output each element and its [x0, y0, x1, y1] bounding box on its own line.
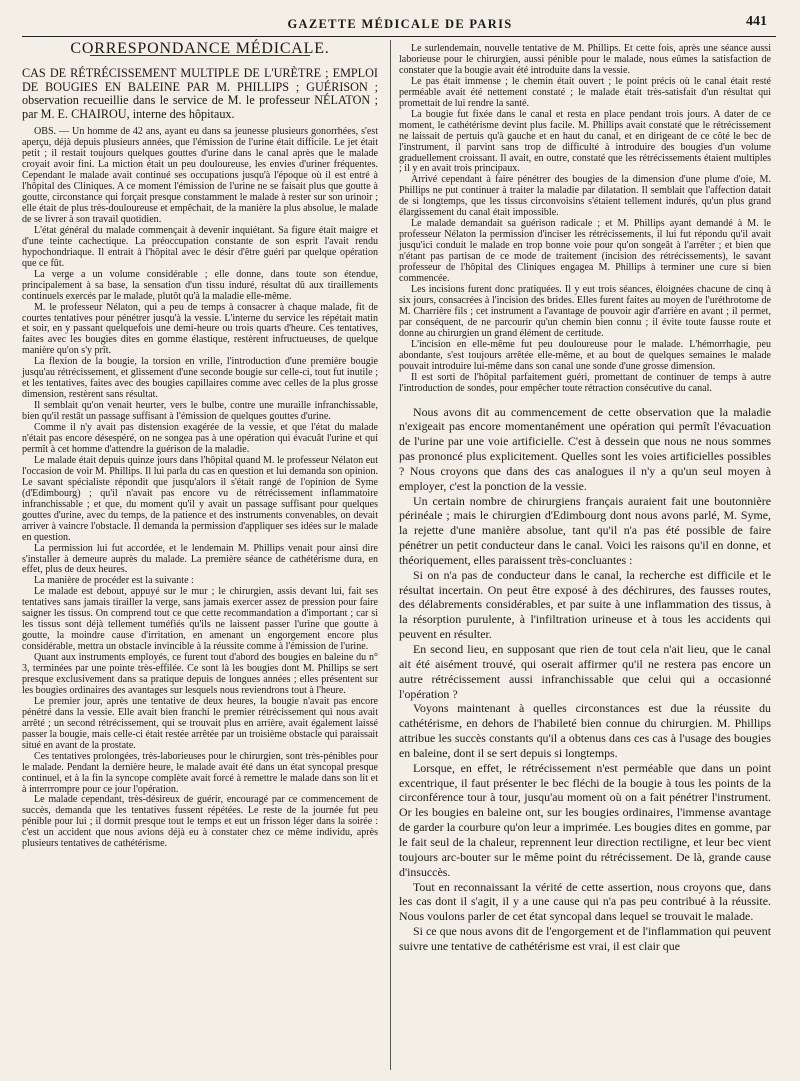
section-title: CORRESPONDANCE MÉDICALE.	[70, 40, 330, 57]
paragraph: Le malade était depuis quinze jours dans l'hôpital quand M. le professeur Nélaton eut l'occasion de voir M. Phillips. Il lui parla du cas en question et lui demanda son opinion. Le savant spécialiste répondit que jusqu'alors il s'était rangé de l'opinion de Syme (d'Edimbourg) ; qu'il n'avait pas encore vu de rétrécissement inflammatoire infranchissable ; et que, du moment qu'il y avait un passage suffisant pour quelques gouttes d'urine, avec du temps, de la patience et des instruments convenables, on devait arriver à vaincre l'obstacle. Il demanda la permission d'appliquer ses idées sur le malade en question.	[22, 454, 378, 543]
paragraph: OBS. — Un homme de 42 ans, ayant eu dans sa jeunesse plusieurs gonorrhées, s'est aperçu, déjà depuis plusieurs années, que l'émission de l'urine était difficile. Le jet était petit ; il restait toujours quelques gouttes d'urine dans le canal après que le malade croyait avoir fini. La miction était un peu douloureuse, les envies d'uriner fréquentes. Cependant le malade avait continué ses occupations jusqu'à l'époque où il est entré à l'hôpital des Cliniques. A ce moment l'émission de l'urine ne se faisait plus que goutte à goutte, circonstance qui forçait presque constamment le malade à rester sur son urinoir ; elle était de plus très-douloureuse et empêchait, de la manière la plus absolue, le malade de se livrer à son travail quotidien.	[22, 126, 378, 225]
paragraph: Le premier jour, après une tentative de deux heures, la bougie n'avait pas encore pénétré dans la vessie. Elle avait bien franchi le premier rétrécissement qui nous avait arrêté ; un second rétrécissement, qui se trouvait plus en arrière, avait également laissé passer la bougie, mais celle-ci était restée arrêtée par un troisième obstacle qui paraissait situé en avant de la prostate.	[22, 695, 378, 751]
paragraph: Le malade est debout, appuyé sur le mur ; le chirurgien, assis devant lui, fait ses tentatives sans jamais tirailler la verge, sans jamais exercer assez de pression pour faire saigner les tissus. On comprend tout ce que cette recommandation a d'important ; car si les tissus sont déjà tellement tuméfiés qu'ils ne laissent passer l'urine que goutte à goutte, la moindre cause d'irritation, en amenant un engorgement encore plus considérable, mettra un obstacle invincible à la réussite comme à l'émission de l'urine.	[22, 586, 378, 653]
paragraph: Si on n'a pas de conducteur dans le canal, la recherche est difficile et le résultat incertain. On peut être exposé à des déchirures, des fausses routes, des délabrements considérables, et par suite à une inflammation des tissus, à la résorption purulente, à l'infiltration urineuse et à tous les accidents qui peuvent en résulter.	[399, 567, 771, 642]
paragraph: Il semblait qu'on venait heurter, vers le bulbe, contre une muraille infranchissable, bien qu'il restât un passage suffisant à l'émission de quelques gouttes d'urine.	[22, 400, 378, 423]
paragraph: Le malade demandait sa guérison radicale ; et M. Phillips ayant demandé à M. le professeur Nélaton la permission d'inciser les rétrécissements, il lui fut répondu qu'il avait jusqu'ici conduit le malade en trop bonne voie pour qu'on songeât à l'arrêter ; et bien que n'étant pas partisan de ce mode de traitement (incision des rétrécissements), le savant professeur de l'hôpital des Cliniques engagea M. Phillips à terminer une cure si bien commencée.	[399, 218, 771, 285]
paragraph: Le malade cependant, très-désireux de guérir, encouragé par ce commencement de succès, demanda que les tentatives fussent répétées. Le reste de la journée fut peu pénible pour lui ; il dormit presque tout le temps et eut un frisson léger dans la soirée : c'est un accident que nous avions déjà eu à constater chez ce même individu, après plusieurs tentatives de cathétérisme.	[22, 794, 378, 850]
paragraph: Tout en reconnaissant la vérité de cette assertion, nous croyons que, dans les cas dont il s'agit, il y a une cause qui n'a pas peu contribué à la réussite. Nous voulons parler de cet état syncopal dans lequel se trouvait le malade.	[399, 879, 771, 924]
page-header	[0, 14, 800, 34]
paragraph: Arrivé cependant à faire pénétrer des bougies de la dimension d'une plume d'oie, M. Phillips ne put continuer à traiter la maladie par dilatation. Il semblait que l'affection datait de si longtemps, que les tissus circonvoisins s'étaient tellement indurés, qu'un plus grand élargissement du canal était impossible.	[399, 174, 771, 219]
paragraph: L'état général du malade commençait à devenir inquiétant. Sa figure était maigre et d'une teinte cachectique. La préoccupation constante de son esprit l'avait rendu hypochondriaque. Il entrait à l'hôpital avec le désir d'être guéri par quelque opération que ce fût.	[22, 224, 378, 269]
paragraph: La verge a un volume considérable ; elle donne, dans toute son étendue, principalement à sa base, la sensation d'un tissu induré, résultat dû aux tiraillements continuels exercés par le malade, plutôt qu'à la maladie elle-même.	[22, 268, 378, 302]
paragraph: En second lieu, en supposant que rien de tout cela n'ait lieu, que le canal ait été aisément trouvé, qui oserait affirmer qu'il ne restera pas encore un autre rétrécissement aussi infranchissable que celui qui a occasionné l'opération ?	[399, 642, 771, 701]
paragraph: Voyons maintenant à quelles circonstances est due la réussite du cathétérisme, en dehors de l'habileté bien connue du chirurgien. M. Phillips attribue les succès constants qu'il a obtenus dans ces cas à l'usage des bougies en baleine, dont il se sert depuis si longtemps.	[399, 701, 771, 760]
paragraph: Le surlendemain, nouvelle tentative de M. Phillips. Et cette fois, après une séance aussi laborieuse pour le chirurgien, aussi pénible pour le malade, nous eûmes la satisfaction de constater que la bougie avait été introduite dans la vessie.	[399, 43, 771, 76]
paragraph: La bougie fut fixée dans le canal et resta en place pendant trois jours. A dater de ce moment, le cathétérisme devint plus facile. M. Phillips avait constaté que le rétrécissement ne laissait de pertuis qu'à gauche et en haut du canal, et en dirigeant de ce côté le bec de l'instrument, il parvint sans trop de difficulté à introduire des bougies d'un volume graduellement croissant. Il avait, en outre, constaté que les rétrécissements étaient multiples ; il y en avait trois principaux.	[399, 108, 771, 175]
column-divider	[390, 40, 391, 1070]
paragraph: Comme il n'y avait pas distension exagérée de la vessie, et que l'état du malade n'était pas encore désespéré, on ne songea pas à une opération qui évacuât l'urine et qui permît à cet homme d'attendre la guérison de la maladie.	[22, 422, 378, 455]
running-title: GAZETTE MÉDICALE DE PARIS	[287, 17, 513, 31]
paragraph: Nous avons dit au commencement de cette observation que la maladie n'exigeait pas encore momentanément une opération qui permît l'évacuation de l'urine par une voie artificielle. C'est à dessein que nous ne nous sommes pas prononcé plus explicitement. Quelles sont les voies artificielles possibles ? Nous croyons que dans des cas analogues il n'y a qu'un seul moyen à employer, c'est la ponction de la vessie.	[399, 404, 771, 493]
article-title: CAS DE RÉTRÉCISSEMENT MULTIPLE DE L'URÈTRE ; EMPLOI DE BOUGIES EN BALEINE PAR M. PHILLIPS ; GUÉRISON ; observation recueillie dans le service de M. le professeur NÉLATON ; par M. E. CHAIROU, interne des hôpitaux.	[22, 65, 378, 121]
paragraph: Un certain nombre de chirurgiens français auraient fait une boutonnière périnéale ; mais le chirurgien d'Edimbourg dont nous avons parlé, M. Syme, la rejette d'une manière absolue, tant qu'il n'a pas été possible de faire pénétrer un petit conducteur dans le canal. Voici les raisons qu'il en donne, et théoriquement, elles paraissent très-concluantes :	[399, 493, 771, 567]
paragraph: L'incision en elle-même fut peu douloureuse pour le malade. L'hémorrhagie, peu abondante, s'est toujours arrêtée elle-même, et au bout de quelques semaines le malade pouvait introduire lui-même dans son canal une sonde d'une grosse dimension.	[399, 338, 771, 372]
paragraph: La permission lui fut accordée, et le lendemain M. Phillips venait pour ainsi dire s'installer à demeure auprès du malade. La première séance de cathétérisme dura, en effet, plus de deux heures.	[22, 542, 378, 576]
paragraph: La manière de procéder est la suivante :	[34, 575, 194, 587]
left-column	[22, 40, 378, 850]
paragraph: La flexion de la bougie, la torsion en vrille, l'introduction d'une première bougie jusqu'au rétrécissement, et glissement d'une seconde bougie sur celle-ci, tout fut inutile ; et les tentatives, faites avec des bougies capillaires comme avec celles de la plus grosse dimension, restèrent sans résultat.	[22, 356, 378, 401]
paragraph: Quant aux instruments employés, ce furent tout d'abord des bougies en baleine du n° 3, terminées par une pointe très-effilée. Ce sont là les bougies dont M. Phillips se sert presque exclusivement dans sa pratique depuis de longues années ; elles présentent sur les bougies ordinaires des avantages sur lesquels nous reviendrons tout à l'heure.	[22, 652, 378, 696]
paragraph: Les incisions furent donc pratiquées. Il y eut trois séances, éloignées chacune de cinq à six jours, consacrées à l'incision des brides. Elles furent faites au moyen de l'uréthrotome de M. Charrière fils ; cet instrument a l'avantage de pouvoir agir d'arrière en avant ; il permet, par conséquent, de ne parcourir qu'un chemin bien connu ; il évite toute fausse route et donne au chirurgien un grand élément de certitude.	[399, 283, 771, 339]
header-rule	[22, 36, 776, 37]
paragraph: M. le professeur Nélaton, qui a peu de temps à consacrer à chaque malade, fit de courtes tentatives pour pénétrer jusqu'à la vessie. L'interne du service les répétait matin et soir, en y passant quelquefois une demi-heure ou trois quarts d'heure. Ces tentatives, faites avec les bougies dites en gomme élastique, restèrent infructueuses, de quelque manière qu'on s'y prît.	[22, 301, 378, 357]
page-number: 441	[746, 14, 767, 29]
section-gap	[399, 395, 771, 405]
paragraph: Si ce que nous avons dit de l'engorgement et de l'inflammation qui peuvent suivre une tentative de cathétérisme est vrai, il est clair que	[399, 924, 771, 953]
paragraph: Il est sorti de l'hôpital parfaitement guéri, promettant de continuer de temps à autre l'introduction de sondes, pour empêcher toute rétraction consécutive du canal.	[399, 371, 771, 394]
paragraph: Ces tentatives prolongées, très-laborieuses pour le chirurgien, sont très-pénibles pour le malade. Pendant la dernière heure, le malade avait été dans un état syncopal presque continuel, et à la fin la syncope complète avait forcé à remettre le malade dans son lit et à interrrompre pour ce jour l'opération.	[22, 750, 378, 795]
right-column	[399, 44, 771, 954]
paragraph: Le pas était immense ; le chemin était ouvert ; le point précis où le canal était resté perméable avait été nettement constaté ; le malade était très-satisfait d'un résultat qui promettait de lui rendre la santé.	[399, 75, 771, 109]
paragraph: Lorsque, en effet, le rétrécissement n'est perméable que dans un point excentrique, il faut présenter le bec fléchi de la bougie à tous les points de la circonférence tour à tour, jusqu'au moment où on a fait pénétrer l'instrument. Or les bougies en baleine ont, sur les bougies ordinaires, l'immense avantage de garder la courbure qu'on leur a imprimée. Les bougies dites en gomme, par le fait seul de la chaleur, reprennent leur direction rectiligne, et leur bec vient toujours arc-bouter sur le même point du rétrécissement. De là, grande cause d'insuccès.	[399, 760, 771, 879]
